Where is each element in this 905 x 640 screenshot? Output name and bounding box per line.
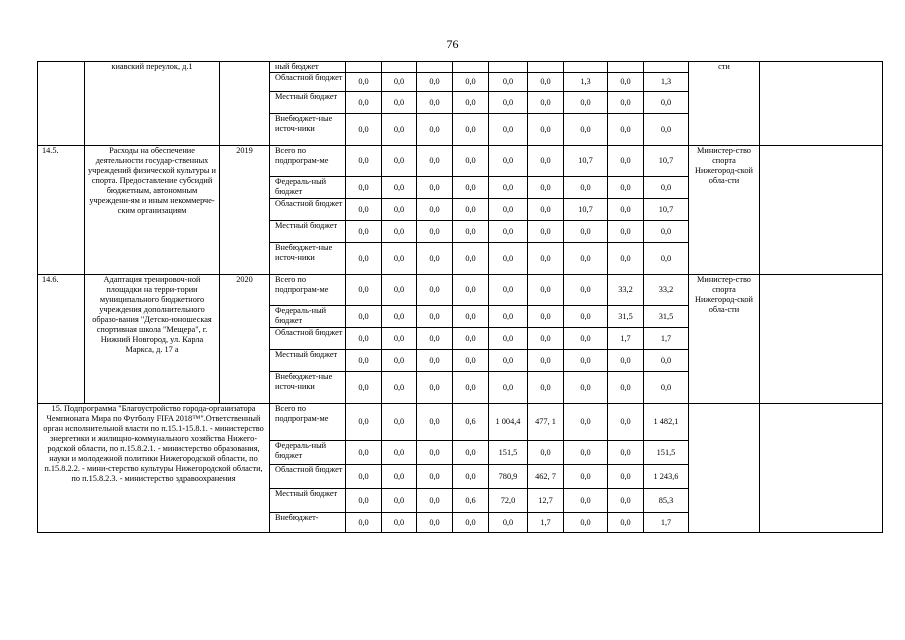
value-cell: 0,0 — [453, 114, 489, 146]
value-cell — [564, 62, 608, 73]
value-cell — [382, 62, 417, 73]
value-cell — [644, 62, 689, 73]
value-cell: 12,7 — [528, 489, 564, 513]
value-cell: 0,0 — [489, 73, 528, 92]
funding-source: Федераль-ный бюджет — [270, 306, 346, 328]
funding-source: ный бюджет — [270, 62, 346, 73]
value-cell: 0,0 — [346, 441, 382, 465]
value-cell: 0,0 — [564, 177, 608, 199]
value-cell: 0,0 — [564, 513, 608, 533]
value-cell: 0,0 — [453, 146, 489, 177]
value-cell: 1,7 — [608, 328, 644, 350]
budget-table — [37, 61, 883, 533]
value-cell: 0,0 — [417, 221, 453, 243]
value-cell: 0,0 — [608, 350, 644, 372]
value-cell: 0,0 — [608, 73, 644, 92]
value-cell: 0,0 — [417, 372, 453, 404]
value-cell: 0,0 — [608, 92, 644, 114]
year-cell: 2019 — [220, 146, 270, 275]
value-cell — [453, 62, 489, 73]
value-cell — [346, 62, 382, 73]
responsible-body: Министер-ство спорта Нижегород-ской обла-сти — [689, 146, 760, 275]
value-cell: 0,0 — [346, 114, 382, 146]
value-cell: 0,0 — [382, 465, 417, 489]
table-row — [38, 146, 883, 177]
value-cell: 1,3 — [644, 73, 689, 92]
value-cell: 0,0 — [453, 328, 489, 350]
funding-source: Местный бюджет — [270, 221, 346, 243]
value-cell: 1,7 — [644, 328, 689, 350]
value-cell: 0,0 — [644, 372, 689, 404]
value-cell: 0,0 — [453, 199, 489, 221]
value-cell: 0,0 — [489, 513, 528, 533]
value-cell: 0,0 — [644, 243, 689, 275]
value-cell: 0,0 — [608, 177, 644, 199]
value-cell: 151,5 — [644, 441, 689, 465]
value-cell: 0,0 — [382, 350, 417, 372]
page-number: 76 — [446, 37, 459, 51]
value-cell: 0,0 — [417, 92, 453, 114]
table-row — [38, 62, 883, 73]
value-cell: 0,0 — [489, 221, 528, 243]
funding-source: Местный бюджет — [270, 489, 346, 513]
value-cell: 0,0 — [346, 243, 382, 275]
value-cell: 0,0 — [346, 350, 382, 372]
value-cell: 0,0 — [564, 92, 608, 114]
value-cell: 85,3 — [644, 489, 689, 513]
value-cell: 0,0 — [417, 306, 453, 328]
value-cell: 10,7 — [644, 199, 689, 221]
value-cell: 0,0 — [382, 404, 417, 441]
value-cell: 0,0 — [608, 404, 644, 441]
funding-source: Внебюджет-ные источ-ники — [270, 243, 346, 275]
value-cell: 0,0 — [564, 372, 608, 404]
funding-source: Областной бюджет — [270, 328, 346, 350]
value-cell — [417, 62, 453, 73]
value-cell: 0,0 — [608, 372, 644, 404]
value-cell: 0,0 — [564, 489, 608, 513]
value-cell: 0,0 — [453, 372, 489, 404]
value-cell: 0,0 — [346, 275, 382, 306]
value-cell: 1,7 — [528, 513, 564, 533]
value-cell: 0,0 — [564, 350, 608, 372]
value-cell: 0,0 — [382, 441, 417, 465]
value-cell: 0,0 — [564, 275, 608, 306]
value-cell: 0,0 — [489, 306, 528, 328]
value-cell: 0,0 — [382, 306, 417, 328]
value-cell: 0,0 — [528, 199, 564, 221]
value-cell: 0,0 — [564, 328, 608, 350]
value-cell: 0,0 — [346, 92, 382, 114]
notes-cell — [760, 62, 883, 146]
value-cell: 0,0 — [528, 306, 564, 328]
value-cell: 780,9 — [489, 465, 528, 489]
funding-source: Внебюджет- — [270, 513, 346, 533]
value-cell: 0,0 — [564, 221, 608, 243]
value-cell: 0,0 — [382, 489, 417, 513]
funding-source: Внебюджет-ные источ-ники — [270, 114, 346, 146]
value-cell: 0,0 — [417, 114, 453, 146]
value-cell: 0,0 — [382, 328, 417, 350]
value-cell: 0,0 — [489, 350, 528, 372]
value-cell: 0,0 — [489, 328, 528, 350]
value-cell: 1 243,6 — [644, 465, 689, 489]
value-cell: 33,2 — [644, 275, 689, 306]
funding-source: Областной бюджет — [270, 465, 346, 489]
value-cell: 0,0 — [346, 465, 382, 489]
value-cell: 0,0 — [417, 489, 453, 513]
value-cell: 0,0 — [608, 221, 644, 243]
value-cell: 0,0 — [382, 73, 417, 92]
funding-source: Федераль-ный бюджет — [270, 177, 346, 199]
value-cell: 0,0 — [489, 146, 528, 177]
funding-source: Всего по подпрограм-ме — [270, 275, 346, 306]
value-cell: 0,0 — [346, 221, 382, 243]
value-cell: 0,0 — [346, 146, 382, 177]
funding-source: Местный бюджет — [270, 92, 346, 114]
value-cell: 0,0 — [528, 92, 564, 114]
value-cell: 0,6 — [453, 404, 489, 441]
value-cell: 0,0 — [382, 513, 417, 533]
value-cell: 0,0 — [608, 199, 644, 221]
value-cell: 0,0 — [489, 243, 528, 275]
subprogram-cell — [38, 404, 270, 533]
value-cell: 0,0 — [346, 489, 382, 513]
value-cell — [489, 62, 528, 73]
responsible-body — [689, 404, 760, 533]
value-cell: 0,0 — [644, 92, 689, 114]
value-cell: 0,0 — [346, 306, 382, 328]
value-cell: 0,0 — [382, 92, 417, 114]
subprogram-description: Ответственный орган исполнительной власти по п.15.1-15.8.1. - министерство энергетики и жилищно-коммунального хозяйства Нижего-родской области, по п.15.8.2.1. - министерство образования, науки и молодежной политики Нижегородской области, по п.15.8.2.2. - мини-стерство культуры Нижегородской области, по п.15.8.2.3. - министерство здравоохранения — [43, 414, 264, 483]
value-cell: 0,0 — [644, 177, 689, 199]
value-cell: 0,0 — [417, 441, 453, 465]
value-cell: 0,0 — [528, 114, 564, 146]
value-cell: 0,0 — [453, 92, 489, 114]
value-cell: 0,0 — [564, 404, 608, 441]
value-cell: 0,0 — [608, 243, 644, 275]
measure-name: киавский переулок, д.1 — [85, 62, 220, 146]
value-cell: 0,0 — [417, 275, 453, 306]
value-cell: 0,0 — [382, 243, 417, 275]
value-cell: 0,0 — [453, 243, 489, 275]
value-cell: 0,0 — [644, 350, 689, 372]
value-cell — [528, 62, 564, 73]
value-cell: 151,5 — [489, 441, 528, 465]
value-cell: 0,0 — [453, 177, 489, 199]
value-cell: 0,0 — [528, 441, 564, 465]
value-cell: 0,0 — [564, 465, 608, 489]
value-cell: 0,0 — [608, 489, 644, 513]
value-cell: 0,0 — [417, 328, 453, 350]
value-cell: 0,0 — [346, 73, 382, 92]
value-cell: 0,0 — [489, 275, 528, 306]
value-cell: 0,0 — [528, 328, 564, 350]
responsible-body: Министер-ство спорта Нижегород-ской обла-сти — [689, 275, 760, 404]
value-cell: 0,0 — [382, 199, 417, 221]
value-cell: 0,0 — [489, 92, 528, 114]
table-row — [38, 404, 883, 441]
value-cell: 1,7 — [644, 513, 689, 533]
value-cell: 0,0 — [382, 221, 417, 243]
value-cell: 0,0 — [417, 73, 453, 92]
value-cell: 0,0 — [417, 177, 453, 199]
value-cell: 0,0 — [346, 404, 382, 441]
funding-source: Местный бюджет — [270, 350, 346, 372]
value-cell: 0,0 — [564, 243, 608, 275]
value-cell: 0,0 — [528, 350, 564, 372]
value-cell: 0,0 — [453, 221, 489, 243]
value-cell: 0,0 — [528, 221, 564, 243]
table-row — [38, 275, 883, 306]
funding-source: Областной бюджет — [270, 73, 346, 92]
measure-name: Адаптация тренировоч-ной площадки на терри-тории муниципального бюджетного учреждения дополнительного образо-вания "Детско-юношеская спортивная школа "Мещера", г. Нижний Новгород, ул. Карла Маркса, д. 17 а — [85, 275, 220, 404]
value-cell: 0,0 — [564, 306, 608, 328]
value-cell: 0,0 — [417, 513, 453, 533]
value-cell: 0,0 — [417, 404, 453, 441]
responsible-body: сти — [689, 62, 760, 146]
value-cell: 0,0 — [417, 350, 453, 372]
value-cell: 0,0 — [453, 73, 489, 92]
value-cell: 477, 1 — [528, 404, 564, 441]
row-index-cell: 14.5. — [38, 146, 85, 275]
value-cell: 72,0 — [489, 489, 528, 513]
funding-source: Всего по подпрограм-ме — [270, 404, 346, 441]
value-cell: 0,0 — [608, 465, 644, 489]
value-cell: 0,0 — [489, 372, 528, 404]
funding-source: Всего по подпрограм-ме — [270, 146, 346, 177]
value-cell: 462, 7 — [528, 465, 564, 489]
value-cell: 0,0 — [346, 177, 382, 199]
value-cell: 0,0 — [382, 146, 417, 177]
notes-cell — [760, 146, 883, 275]
value-cell: 0,0 — [382, 372, 417, 404]
value-cell — [608, 62, 644, 73]
value-cell: 0,0 — [528, 372, 564, 404]
value-cell: 0,0 — [528, 146, 564, 177]
row-index-cell: 14.6. — [38, 275, 85, 404]
value-cell: 0,0 — [528, 73, 564, 92]
value-cell: 33,2 — [608, 275, 644, 306]
value-cell: 1,3 — [564, 73, 608, 92]
value-cell: 0,0 — [346, 199, 382, 221]
value-cell: 31,5 — [608, 306, 644, 328]
value-cell: 0,0 — [453, 513, 489, 533]
measure-name: Расходы на обеспечение деятельности государ-ственных учреждений физической культуры и спорта. Предоставление субсидий бюджетным, автономным учреждени-ям и иным некоммерче-ским организациям — [85, 146, 220, 275]
value-cell: 0,0 — [489, 114, 528, 146]
year-cell — [220, 62, 270, 146]
notes-cell — [760, 404, 883, 533]
value-cell: 0,0 — [528, 275, 564, 306]
funding-source: Внебюджет-ные источ-ники — [270, 372, 346, 404]
notes-cell — [760, 275, 883, 404]
value-cell: 0,0 — [346, 513, 382, 533]
funding-source: Областной бюджет — [270, 199, 346, 221]
value-cell: 0,0 — [608, 146, 644, 177]
value-cell: 0,0 — [453, 441, 489, 465]
value-cell: 10,7 — [564, 199, 608, 221]
value-cell: 0,0 — [417, 146, 453, 177]
value-cell: 0,0 — [608, 513, 644, 533]
value-cell: 0,0 — [382, 114, 417, 146]
value-cell: 0,0 — [489, 199, 528, 221]
value-cell: 0,0 — [564, 441, 608, 465]
value-cell: 0,0 — [382, 275, 417, 306]
value-cell: 0,0 — [453, 306, 489, 328]
value-cell: 10,7 — [564, 146, 608, 177]
value-cell: 31,5 — [644, 306, 689, 328]
value-cell: 0,0 — [382, 177, 417, 199]
value-cell: 0,0 — [417, 199, 453, 221]
value-cell: 0,0 — [346, 372, 382, 404]
value-cell: 0,0 — [644, 114, 689, 146]
funding-source: Федераль-ный бюджет — [270, 441, 346, 465]
value-cell: 0,0 — [453, 275, 489, 306]
value-cell: 0,0 — [564, 114, 608, 146]
year-cell: 2020 — [220, 275, 270, 404]
value-cell: 0,0 — [608, 441, 644, 465]
value-cell: 0,0 — [528, 177, 564, 199]
subprogram-title: 15. Подпрограмма "Благоустройство города-организатора Чемпионата Мира по Футболу FIFA 2018™". — [46, 404, 256, 423]
value-cell: 0,0 — [608, 114, 644, 146]
value-cell: 0,0 — [489, 177, 528, 199]
value-cell: 0,0 — [417, 243, 453, 275]
value-cell: 0,0 — [453, 465, 489, 489]
value-cell: 0,0 — [644, 221, 689, 243]
value-cell: 0,6 — [453, 489, 489, 513]
value-cell: 0,0 — [453, 350, 489, 372]
value-cell: 0,0 — [528, 243, 564, 275]
value-cell: 1 482,1 — [644, 404, 689, 441]
value-cell: 1 004,4 — [489, 404, 528, 441]
value-cell: 10,7 — [644, 146, 689, 177]
row-index-cell — [38, 62, 85, 146]
value-cell: 0,0 — [346, 328, 382, 350]
value-cell: 0,0 — [417, 465, 453, 489]
